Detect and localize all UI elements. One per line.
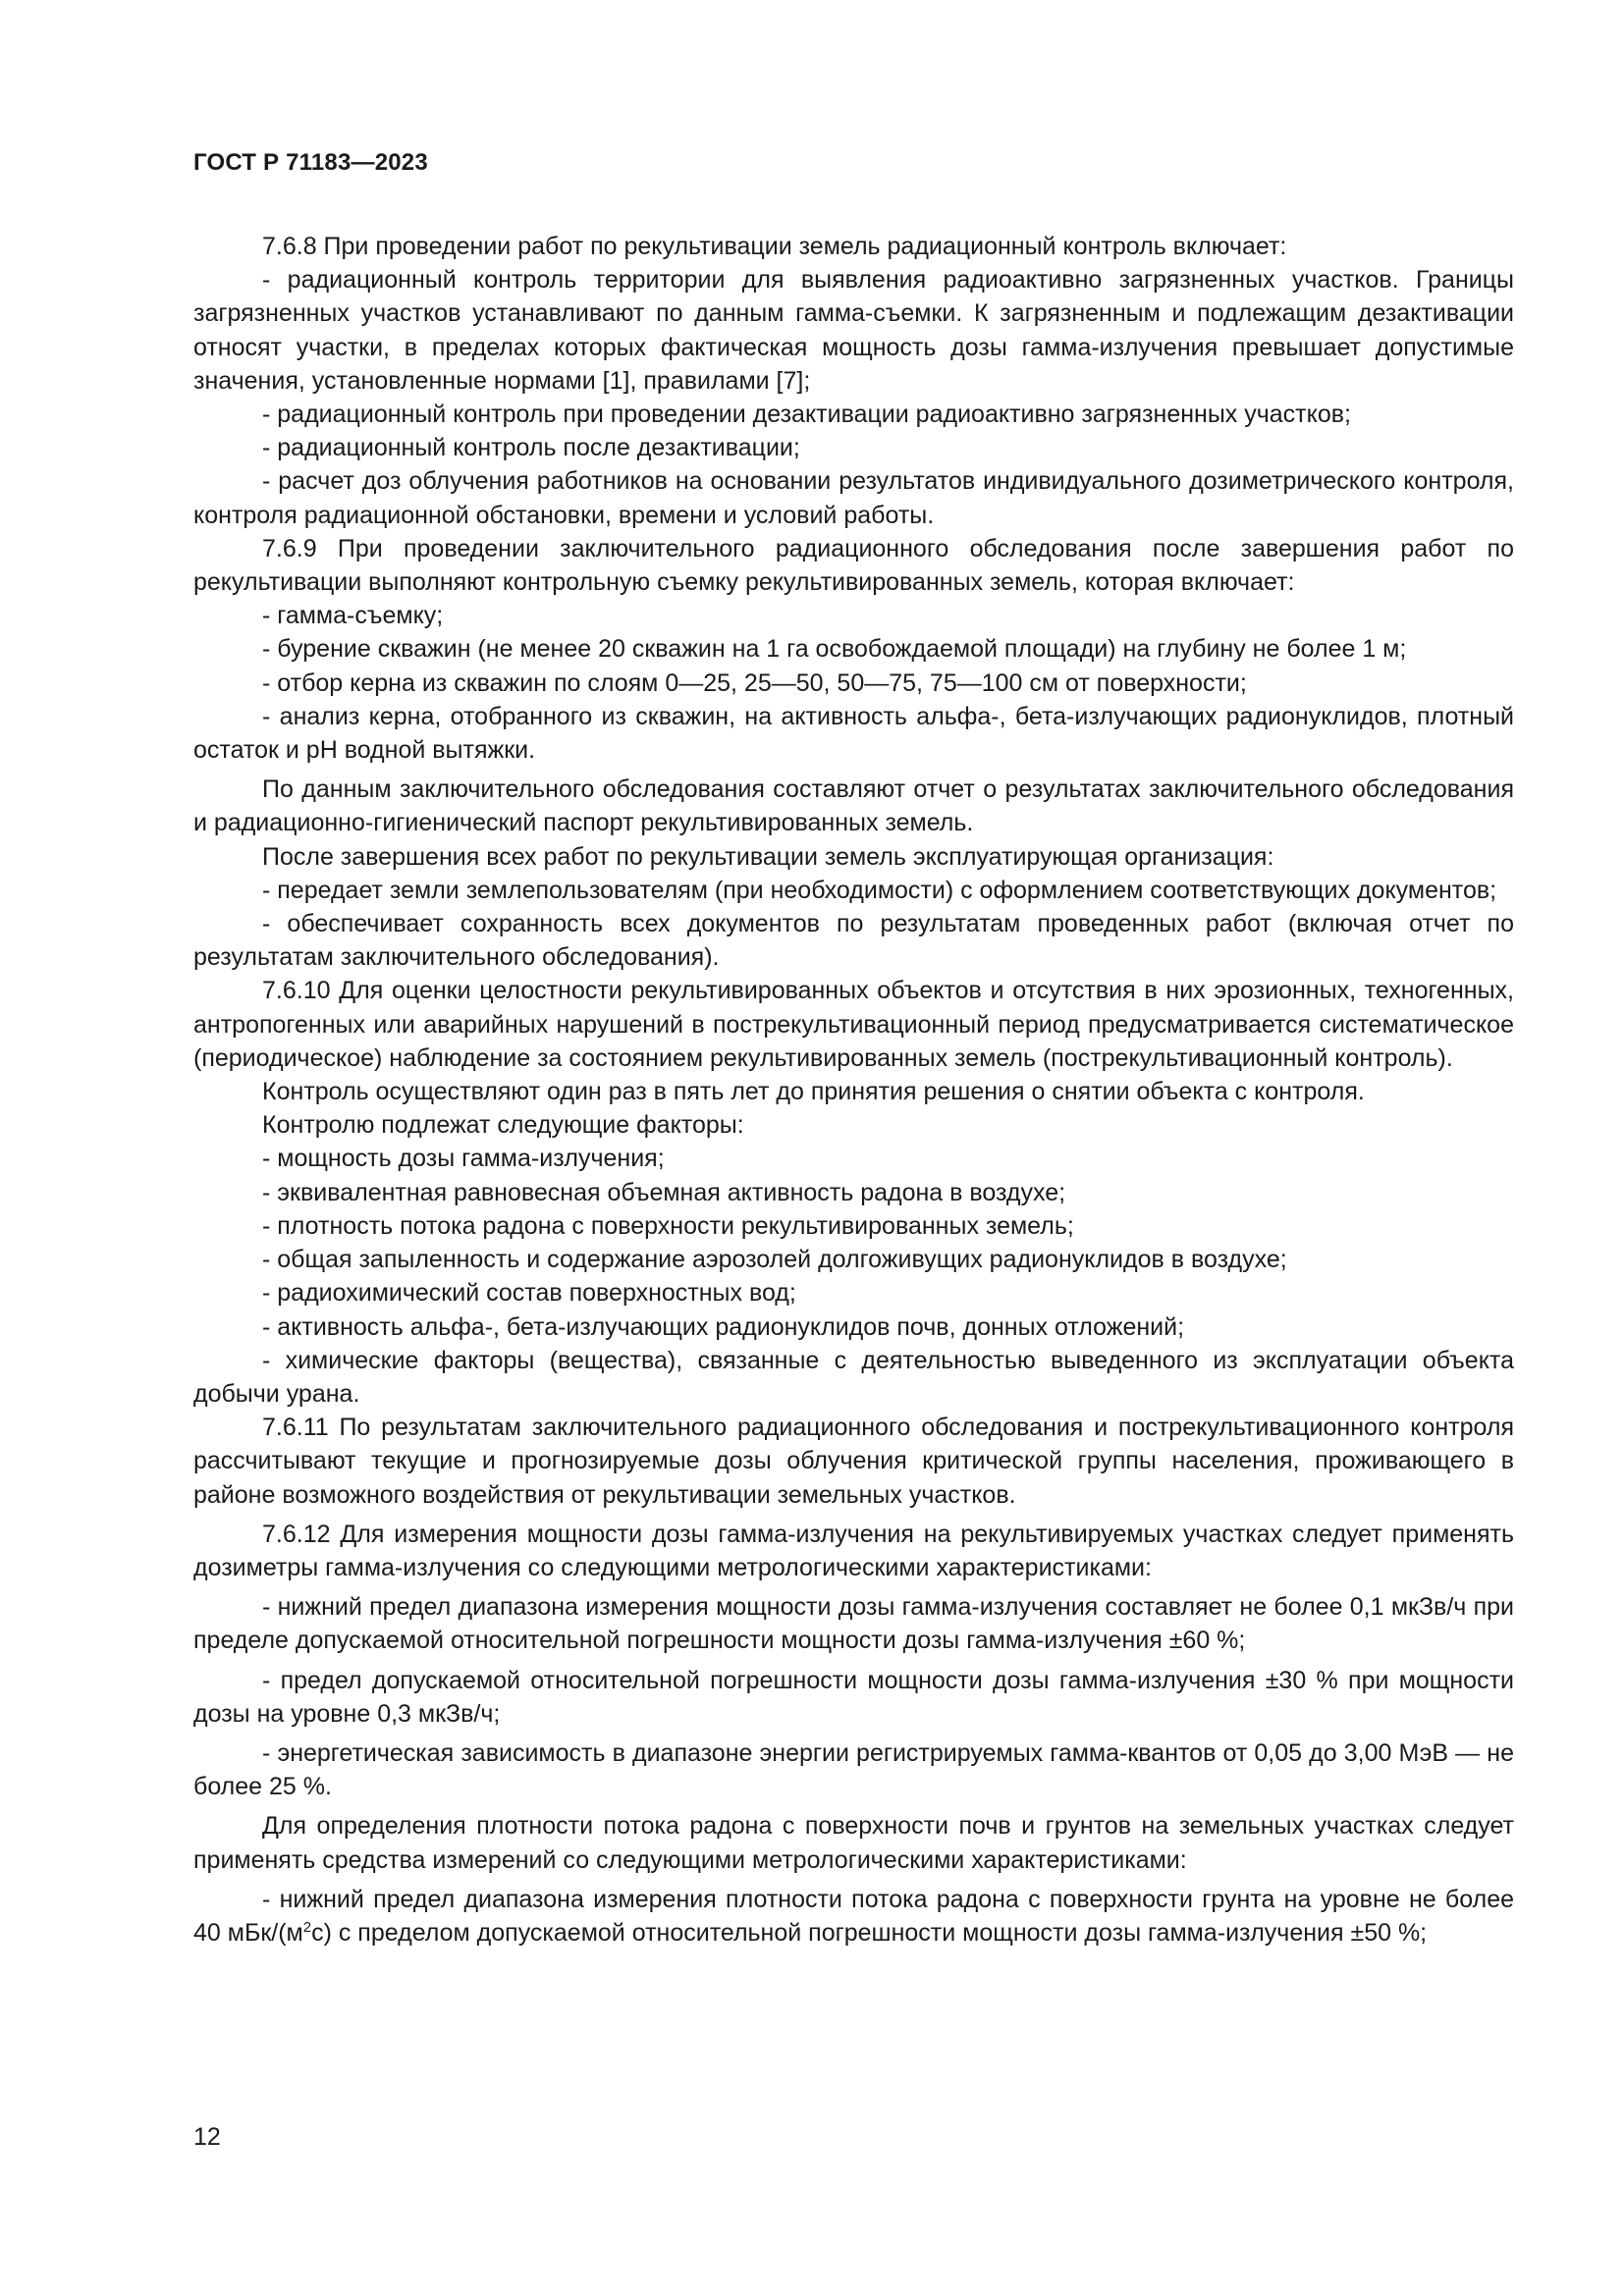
- paragraph: 7.6.10 Для оценки целостности рекультивированных объектов и отсутствия в них эрозионных, техногенных, антропогенных или аварийных нарушений в пострекультивационный период предусматривается систематическое (периодическое) наблюдение за состоянием рекультивированных земель (пострекультивационный контроль).: [193, 977, 1514, 1072]
- paragraph: 7.6.12 Для измерения мощности дозы гамма-излучения на рекультивируемых участках следует применять дозиметры гамма-излучения со следующими метрологическими характеристиками:: [193, 1520, 1514, 1581]
- list-item: - отбор керна из скважин по слоям 0—25, 25—50, 50—75, 75—100 см от поверхности;: [262, 668, 1247, 697]
- list-item: - активность альфа-, бета-излучающих радионуклидов почв, донных отложений;: [262, 1312, 1185, 1341]
- paragraph: 7.6.9 При проведении заключительного радиационного обследования после завершения работ по рекультивации выполняют контрольную съемку рекультивированных земель, которая включает:: [193, 534, 1514, 597]
- list-item: - расчет доз облучения работников на основании результатов индивидуального дозиметрического контроля, контроля радиационной обстановки, времени и условий работы.: [193, 467, 1514, 529]
- list-item: - обеспечивает сохранность всех документов по результатам проведенных работ (включая отчет по результатам заключительного обследования).: [193, 910, 1514, 972]
- list-item: - плотность потока радона с поверхности рекультивированных земель;: [262, 1211, 1074, 1240]
- list-item: - эквивалентная равновесная объемная активность радона в воздухе;: [262, 1178, 1066, 1206]
- list-item: - нижний предел диапазона измерения мощности дозы гамма-излучения составляет не более 0,1 мкЗв/ч при пределе допускаемой относительной погрешности мощности дозы гамма-излучения ±60 %;: [193, 1593, 1514, 1655]
- list-item: - энергетическая зависимость в диапазоне энергии регистрируемых гамма-квантов от 0,05 до 3,00 МэВ — не более 25 %.: [193, 1738, 1514, 1801]
- list-item: - предел допускаемой относительной погрешности мощности дозы гамма-излучения ±30 % при мощности дозы на уровне 0,3 мкЗв/ч;: [193, 1666, 1514, 1728]
- text-run: с) с пределом допускаемой относительной погрешности мощности дозы гамма-излучения ±50 %;: [311, 1918, 1428, 1947]
- paragraph: После завершения всех работ по рекультивации земель эксплуатирующая организация:: [262, 842, 1274, 871]
- paragraph: Контролю подлежат следующие факторы:: [262, 1111, 744, 1140]
- body-text: [193, 230, 1514, 1949]
- paragraph: По данным заключительного обследования составляют отчет о результатах заключительного обследования и радиационно-гигиенический паспорт рекультивированных земель.: [193, 775, 1514, 837]
- standard-header: ГОСТ Р 71183—2023: [193, 149, 428, 176]
- list-item: - анализ керна, отобранного из скважин, на активность альфа-, бета-излучающих радионуклидов, плотный остаток и pH водной вытяжки.: [193, 702, 1514, 765]
- page-number: 12: [193, 2123, 221, 2151]
- paragraph: Контроль осуществляют один раз в пять лет до принятия решения о снятии объекта с контроля.: [262, 1078, 1365, 1106]
- text-run: - нижний предел диапазона измерения плотности потока радона с поверхности грунта на уровне не более 40 мБк/(м: [193, 1885, 1514, 1947]
- list-item: - химические факторы (вещества), связанные с деятельностью выведенного из эксплуатации объекта добычи урана.: [193, 1346, 1514, 1408]
- list-item: - радиохимический состав поверхностных вод;: [262, 1279, 796, 1308]
- list-item: - передает земли землепользователям (при необходимости) с оформлением соответствующих документов;: [262, 876, 1497, 904]
- paragraph: 7.6.11 По результатам заключительного радиационного обследования и пострекультивационного контроля рассчитывают текущие и прогнозируемые дозы облучения критической группы населения, проживающего в районе возможного воздействия от рекультивации земельных участков.: [193, 1414, 1514, 1509]
- list-item: [193, 1883, 1514, 1949]
- list-item: - общая запыленность и содержание аэрозолей долгоживущих радионуклидов в воздухе;: [262, 1246, 1287, 1274]
- list-item: - радиационный контроль при проведении дезактивации радиоактивно загрязненных участков;: [262, 400, 1351, 429]
- list-item: - гамма-съемку;: [262, 602, 444, 630]
- list-item: - радиационный контроль территории для выявления радиоактивно загрязненных участков. Границы загрязненных участков устанавливают по данным гамма-съемки. К загрязненным и подлежащим дезактивации относят участки, в пределах которых фактическая мощность дозы гамма-излучения превышает допустимые значения, установленные нормами [1], правилами [7];: [193, 266, 1514, 395]
- list-item: - мощность дозы гамма-излучения;: [262, 1145, 665, 1173]
- paragraph: 7.6.8 При проведении работ по рекультивации земель радиационный контроль включает:: [262, 233, 1287, 260]
- list-item: - бурение скважин (не менее 20 скважин на 1 га освобождаемой площади) на глубину не более 1 м;: [262, 635, 1407, 664]
- superscript: 2: [302, 1918, 312, 1936]
- list-item: - радиационный контроль после дезактивации;: [262, 434, 800, 462]
- paragraph: Для определения плотности потока радона с поверхности почв и грунтов на земельных участках следует применять средства измерений со следующими метрологическими характеристиками:: [193, 1812, 1514, 1874]
